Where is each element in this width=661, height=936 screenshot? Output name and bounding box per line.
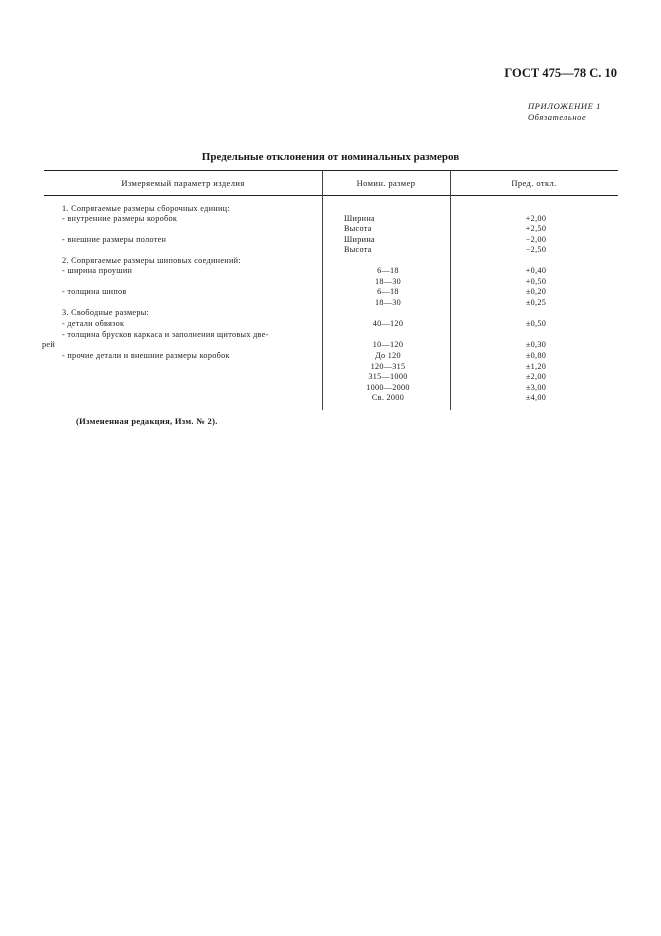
header-nominal-size: Номин. размер [356,178,416,188]
deviations-table [44,170,618,410]
page-header: ГОСТ 475—78 С. 10 [504,66,617,80]
cell-deviation: ±1,20 [525,361,547,371]
cell-nominal-size: 40—120 [372,319,404,328]
cell-nominal-size: Ширина [344,213,375,223]
cell-deviation: −2,00 [525,234,547,244]
cell-nominal-size: Высота [344,224,372,233]
cell-deviation: ±0,80 [525,351,547,360]
cell-deviation: ±4,00 [525,393,547,402]
cell-nominal-size: 120—315 [370,361,406,371]
cell-deviation: +0,50 [525,276,547,286]
appendix-label: ПРИЛОЖЕНИЕ 1 [527,101,601,111]
cell-parameter: - детали обвязок [62,319,125,328]
cell-deviation: ±0,25 [525,297,547,307]
cell-nominal-size: 315—1000 [368,372,408,381]
cell-parameter: - внешние размеры полотен [62,234,167,244]
cell-nominal-size: 18—30 [374,297,402,307]
cell-parameter: 2. Сопрягаемые размеры шиповых соединений: [62,255,241,265]
cell-deviation: ±0,20 [525,287,547,296]
footer-note: (Измененная редакция, Изм. № 2). [76,416,218,426]
table-title: Предельные отклонения от номинальных размеров [201,151,460,163]
cell-deviation: ±0,30 [525,340,547,349]
column-divider-2 [450,170,451,410]
cell-nominal-size: 18—30 [374,276,402,286]
cell-parameter: 1. Сопрягаемые размеры сборочных единиц: [62,204,230,213]
cell-nominal-size: 6—18 [377,287,399,296]
cell-parameter: рей [42,340,56,349]
cell-nominal-size: Св. 2000 [371,393,405,402]
cell-nominal-size: 6—18 [377,266,399,275]
cell-deviation: ±3,00 [525,382,547,392]
cell-nominal-size: Высота [344,245,372,254]
cell-parameter: 3. Свободные размеры: [62,308,150,317]
cell-parameter: - внутренние размеры коробок [62,213,178,223]
cell-nominal-size: 1000—2000 [366,382,410,392]
header-parameter: Измеряемый параметр изделия [121,178,245,188]
cell-nominal-size: 10—120 [372,340,404,349]
column-divider-1 [322,170,323,410]
table-top-rule [44,170,618,171]
cell-parameter: - толщина шипов [62,287,127,296]
appendix-status: Обязательное [527,112,587,122]
cell-parameter: - толщина брусков каркаса и заполнения щитовых две- [62,329,269,339]
cell-nominal-size: Ширина [344,234,375,244]
cell-deviation: +0,40 [525,266,547,275]
cell-deviation: ±2,00 [525,372,547,381]
cell-parameter: - прочие детали и внешние размеры коробок [62,351,230,360]
cell-deviation: −2,50 [525,245,547,254]
cell-nominal-size: До 120 [375,351,401,360]
table-header-rule [44,195,618,196]
cell-deviation: +2,50 [525,224,547,233]
cell-deviation: +2,00 [525,213,547,223]
cell-parameter: - ширина проушин [62,266,133,275]
appendix-block [528,101,601,123]
header-deviation: Пред. откл. [511,178,557,188]
cell-deviation: ±0,50 [525,319,547,328]
